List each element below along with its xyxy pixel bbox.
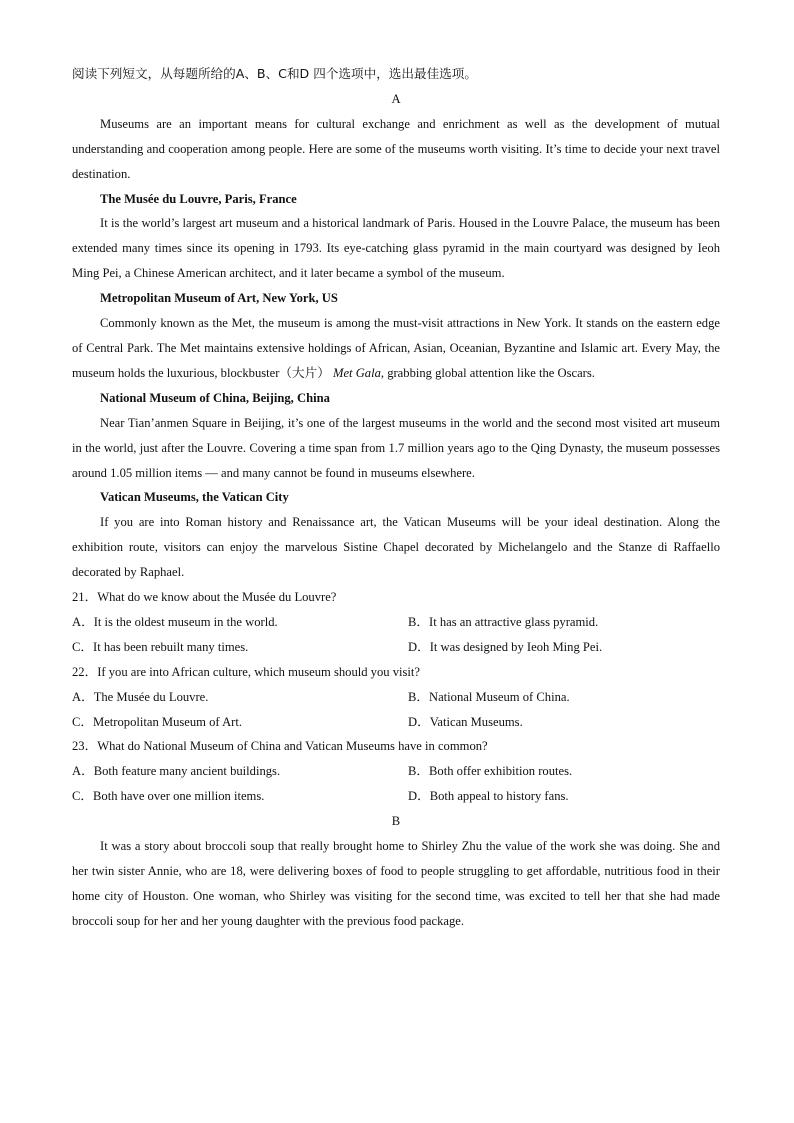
option[interactable]: C．It has been rebuilt many times.	[72, 639, 249, 654]
section-text-national-museum: Near Tian’anmen Square in Beijing, it’s one of the largest museums in the world and the second most visited art museum in the world, just after the Louvre. Covering a time span from 1.7 million years ago to the Qing Dynasty, the museum possesses around 1.05 million items — and many cannot be found in museums elsewhere.	[72, 415, 720, 480]
option[interactable]: B．National Museum of China.	[408, 689, 570, 704]
question-21: 21．What do we know about the Musée du Louvre?	[72, 590, 337, 605]
section-heading-national-museum: National Museum of China, Beijing, China	[100, 390, 330, 405]
passage-a-label: A	[391, 91, 401, 106]
option[interactable]: D．Both appeal to history fans.	[408, 789, 569, 804]
option[interactable]: D．Vatican Museums.	[408, 714, 523, 729]
question-22: 22．If you are into African culture, which museum should you visit?	[72, 664, 421, 679]
section-heading-louvre: The Musée du Louvre, Paris, France	[100, 191, 297, 206]
section-text-met	[72, 311, 720, 386]
option[interactable]: C．Metropolitan Museum of Art.	[72, 714, 243, 729]
passage-a-intro: Museums are an important means for cultural exchange and enrichment as well as the development of mutual understanding and cooperation among people. Here are some of the museums worth visiting. It’s time to decide your next travel destination.	[72, 116, 720, 181]
option[interactable]: C．Both have over one million items.	[72, 789, 265, 804]
met-text-before: Commonly known as the Met, the museum is among the must-visit attractions in New York. It stands on the eastern edge of Central Park. The Met maintains extensive holdings of African, Asian, Oceanian, Byzantine and Islamic art. Every May, the museum holds the luxurious, blockbuster（大片）	[72, 316, 720, 380]
section-heading-vatican: Vatican Museums, the Vatican City	[100, 490, 289, 505]
met-text-after: , grabbing global attention like the Oscars.	[380, 365, 595, 380]
section-heading-met: Metropolitan Museum of Art, New York, US	[100, 291, 338, 306]
question-22-options	[72, 685, 720, 735]
passage-b-text: It was a story about broccoli soup that really brought home to Shirley Zhu the value of the work she was doing. She and her twin sister Annie, who are 18, were delivering boxes of food to people struggling to get affordable, nutritious food in their home city of Houston. One woman, who Shirley was visiting for the second time, was excited to tell her that she had made broccoli soup for her and her young daughter with the previous food package.	[72, 839, 720, 928]
option[interactable]: A．The Musée du Louvre.	[72, 689, 209, 704]
option[interactable]: B．It has an attractive glass pyramid.	[408, 614, 599, 629]
option[interactable]: A．Both feature many ancient buildings.	[72, 764, 281, 779]
question-21-options	[72, 610, 720, 660]
question-23: 23．What do National Museum of China and Vatican Museums have in common?	[72, 739, 488, 754]
section-text-louvre: It is the world’s largest art museum and a historical landmark of Paris. Housed in the Louvre Palace, the museum has been extended many times since its opening in 1793. Its eye-catching glass pyramid in the main courtyard was designed by Ieoh Ming Pei, a Chinese American architect, and it later became a symbol of the museum.	[72, 216, 720, 281]
option[interactable]: B．Both offer exhibition routes.	[408, 764, 573, 779]
section-text-vatican: If you are into Roman history and Renaissance art, the Vatican Museums will be your ideal destination. Along the exhibition route, visitors can enjoy the marvelous Sistine Chapel decorated by Michelangelo and the Stanze di Raffaello decorated by Raphael.	[72, 515, 720, 580]
passage-b-label: B	[391, 814, 401, 829]
document-page	[72, 62, 720, 934]
met-gala-italic: Met Gala	[332, 365, 381, 380]
question-23-options	[72, 759, 720, 809]
option[interactable]: A．It is the oldest museum in the world.	[72, 614, 278, 629]
option[interactable]: D．It was designed by Ieoh Ming Pei.	[408, 639, 603, 654]
instruction: 阅读下列短文，从每题所给的A、B、C和D 四个选项中，选出最佳选项。	[72, 66, 477, 81]
